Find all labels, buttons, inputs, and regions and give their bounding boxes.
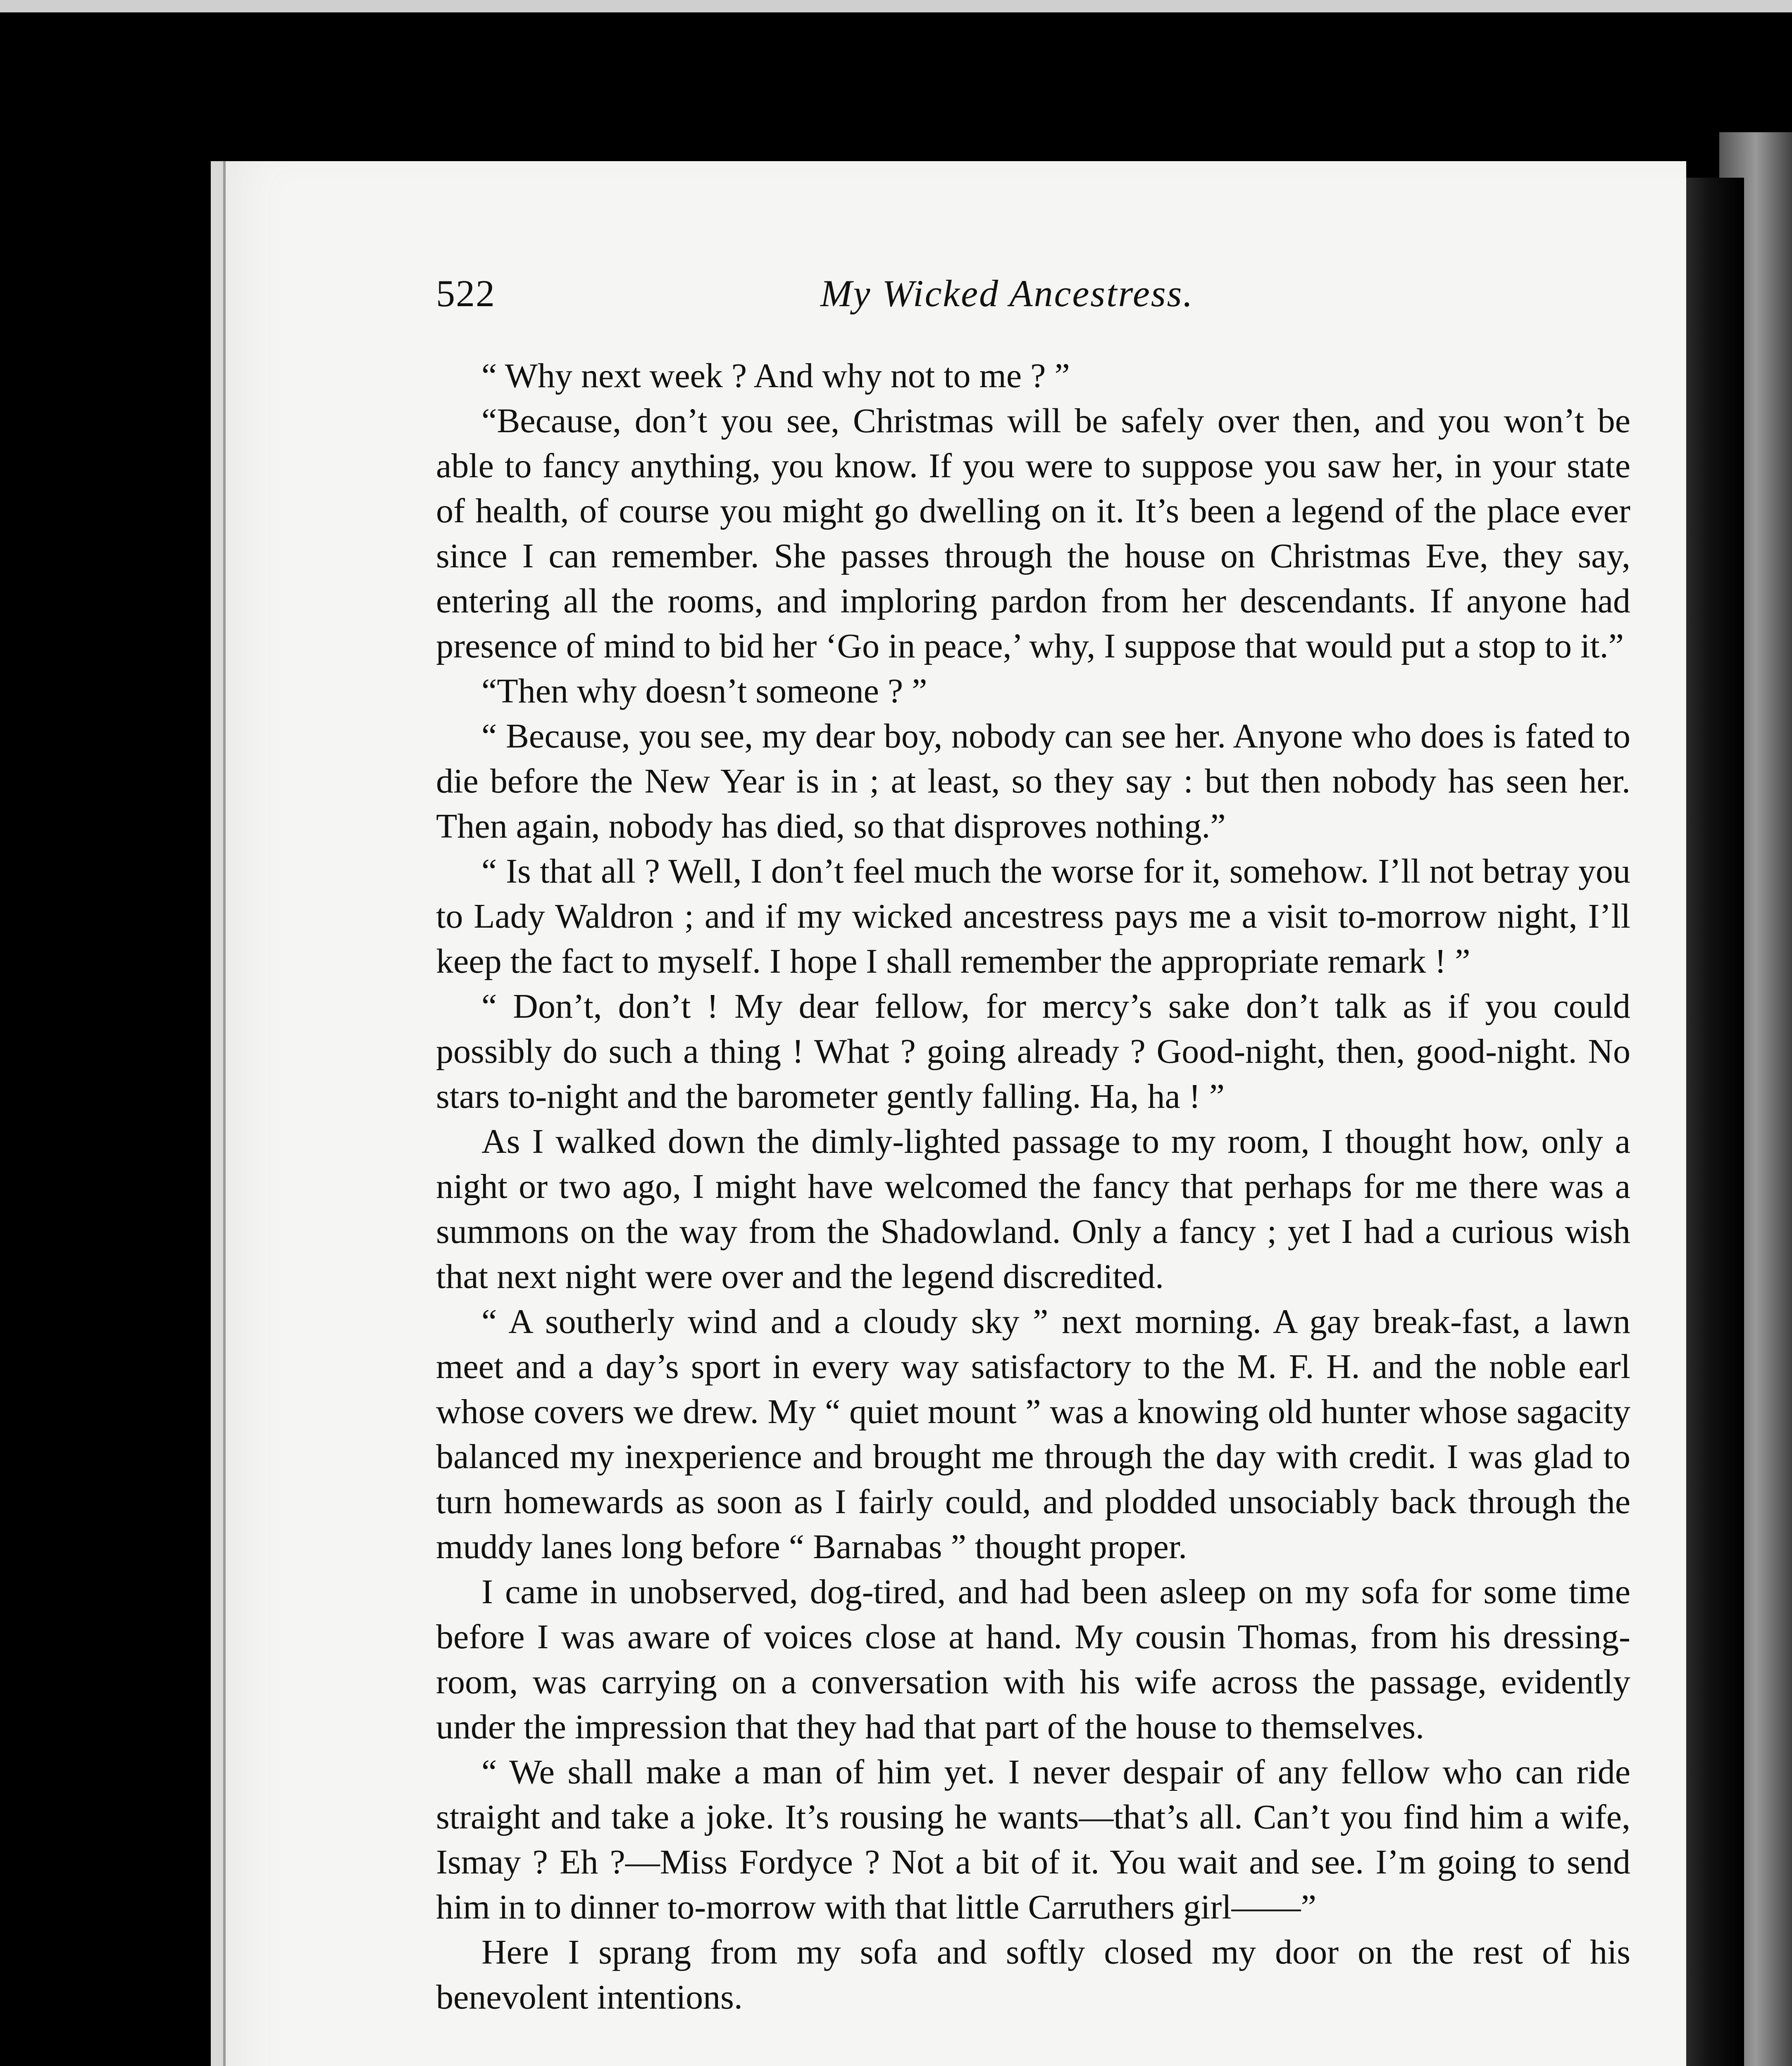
paragraph: Here I sprang from my sofa and softly closed my door on the rest of his benevolent intentions.	[436, 1933, 1630, 2016]
paragraph: “ Because, you see, my dear boy, nobody can see her. Anyone who does is fated to die before the New Year is in ; at least, so they say : but then nobody has seen her. Then again, nobody has died, so that disproves nothing.”	[436, 717, 1630, 845]
page-gutter-shadow	[1686, 178, 1744, 2066]
paragraph: “ Is that all ? Well, I don’t feel much the worse for it, somehow. I’ll not betray you to Lady Waldron ; and if my wicked ancestress pays me a visit to-morrow night, I’ll keep the fact to myself. I hope I shall remember the appropriate remark ! ”	[436, 852, 1630, 981]
paragraph: As I walked down the dimly-lighted passage to my room, I thought how, only a night or two ago, I might have welcomed the fancy that perhaps for me there was a summons on the way from the Shadowland. Only a fancy ; yet I had a curious wish that next night were over and the legend discredited.	[436, 1122, 1630, 1296]
page-header	[436, 269, 1635, 318]
paragraph: “ Why next week ? And why not to me ? ”	[481, 357, 1070, 395]
page-number: 522	[436, 272, 496, 314]
paragraph: “Then why doesn’t someone ? ”	[481, 672, 927, 710]
paragraph: “ We shall make a man of him yet. I never despair of any fellow who can ride straight and take a joke. It’s rousing he wants—that’s all. Can’t you find him a wife, Ismay ? Eh ?—Miss Fordyce ? Not a bit of it. You wait and see. I’m going to send him in to dinner to-morrow with that little Carruthers girl——”	[436, 1753, 1630, 1926]
paragraph: I came in unobserved, dog-tired, and had been asleep on my sofa for some time before I was aware of voices close at hand. My cousin Thomas, from his dressing-room, was carrying on a conversation with his wife across the passage, evidently under the impression that they had that part of the house to themselves.	[436, 1573, 1630, 1746]
scan-top-band	[0, 0, 1792, 12]
running-title: My Wicked Ancestress.	[820, 272, 1194, 314]
paragraph: “ Don’t, don’t ! My dear fellow, for mercy’s sake don’t talk as if you could possibly do such a thing ! What ? going already ? Good-night, then, good-night. No stars to-night and the barometer gently falling. Ha, ha ! ”	[436, 987, 1630, 1116]
paragraph: “ A southerly wind and a cloudy sky ” next morning. A gay break-fast, a lawn meet and a day’s sport in every way satisfactory to the M. F. H. and the noble earl whose covers we drew. My “ quiet mount ” was a knowing old hunter whose sagacity balanced my inexperience and brought me through the day with credit. I was glad to turn homewards as soon as I fairly could, and plodded unsociably back through the muddy lanes long before “ Barnabas ” thought proper.	[436, 1302, 1630, 1566]
paragraph: “Because, don’t you see, Christmas will be safely over then, and you won’t be able to fancy anything, you know. If you were to suppose you saw her, in your state of health, of course you might go dwelling on it. It’s been a legend of the place ever since I can remember. She passes through the house on Christmas Eve, they say, entering all the rooms, and imploring pardon from her descendants. If anyone had presence of mind to bid her ‘Go in peace,’ why, I suppose that would put a stop to it.”	[436, 402, 1630, 665]
body-text	[436, 353, 1630, 2020]
